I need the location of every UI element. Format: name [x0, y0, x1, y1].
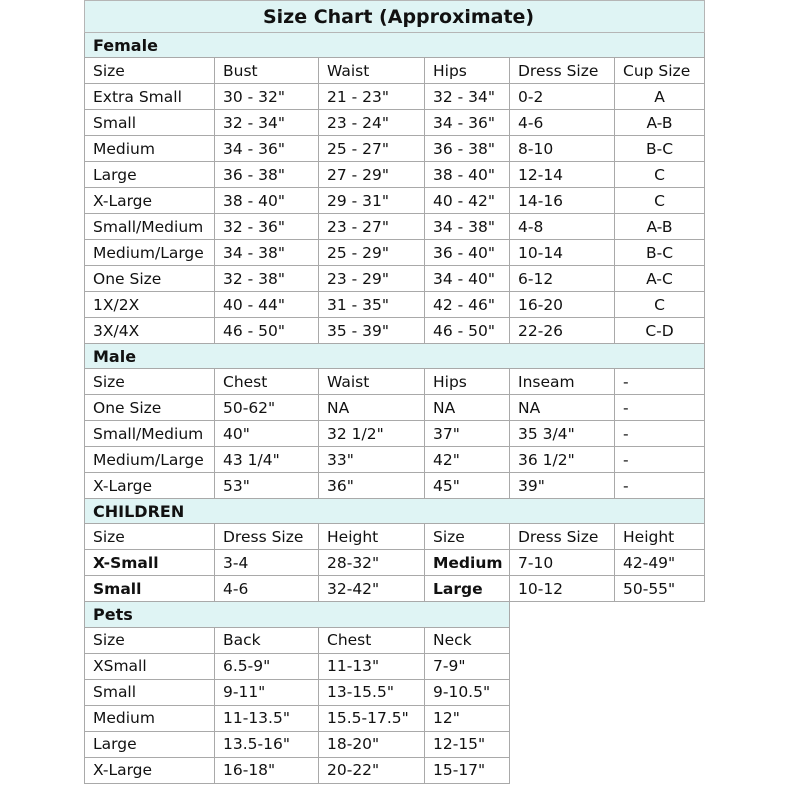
pets-table-row: [85, 705, 705, 731]
pets-cell: 11-13": [319, 653, 425, 679]
female-table-row: [85, 162, 705, 188]
blank-cell: [615, 757, 705, 783]
children-cell: Height: [319, 524, 425, 550]
size-chart-table: [84, 0, 705, 784]
blank-cell: [615, 705, 705, 731]
pets-cell: 12-15": [425, 731, 510, 757]
male-table-row: [85, 421, 705, 447]
male-cell: One Size: [85, 395, 215, 421]
pets-cell: X-Large: [85, 757, 215, 783]
female-cell: 42 - 46": [425, 292, 510, 318]
male-section-header: [85, 344, 705, 369]
female-cell: Cup Size: [615, 58, 705, 84]
female-cell: 34 - 40": [425, 266, 510, 292]
male-table-row: [85, 395, 705, 421]
female-table-row: [85, 110, 705, 136]
blank-cell: [615, 627, 705, 653]
female-cell: 23 - 29": [319, 266, 425, 292]
female-table-row: [85, 136, 705, 162]
male-cell: X-Large: [85, 473, 215, 499]
pets-cell: 13.5-16": [215, 731, 319, 757]
blank-cell: [510, 627, 615, 653]
size-chart-body: [85, 1, 705, 784]
male-cell: 42": [425, 447, 510, 473]
female-cell: 4-6: [510, 110, 615, 136]
female-cell: 31 - 35": [319, 292, 425, 318]
female-cell: A-B: [615, 110, 705, 136]
male-table-row: [85, 473, 705, 499]
male-cell: Hips: [425, 369, 510, 395]
female-cell: 34 - 36": [215, 136, 319, 162]
male-cell: 40": [215, 421, 319, 447]
female-cell: Medium: [85, 136, 215, 162]
pets-table-row: [85, 731, 705, 757]
title-row: [85, 1, 705, 33]
male-cell: Size: [85, 369, 215, 395]
male-cell: 43 1/4": [215, 447, 319, 473]
female-cell: 14-16: [510, 188, 615, 214]
female-cell: A: [615, 84, 705, 110]
female-cell: 35 - 39": [319, 318, 425, 344]
female-cell: Small: [85, 110, 215, 136]
children-cell: 42-49": [615, 550, 705, 576]
male-cell: -: [615, 395, 705, 421]
male-cell: Chest: [215, 369, 319, 395]
blank-cell: [615, 653, 705, 679]
pets-cell: Chest: [319, 627, 425, 653]
pets-cell: XSmall: [85, 653, 215, 679]
female-header-row: [85, 58, 705, 84]
pets-table-row: [85, 653, 705, 679]
male-cell: 36": [319, 473, 425, 499]
female-cell: 32 - 34": [425, 84, 510, 110]
male-cell: -: [615, 447, 705, 473]
male-cell: -: [615, 421, 705, 447]
chart-title: Size Chart (Approximate): [85, 1, 705, 33]
female-cell: 25 - 29": [319, 240, 425, 266]
female-cell: Dress Size: [510, 58, 615, 84]
male-table-row: [85, 447, 705, 473]
pets-cell: 12": [425, 705, 510, 731]
male-cell: 53": [215, 473, 319, 499]
children-cell: Small: [85, 576, 215, 602]
pets-header-row: [85, 627, 705, 653]
male-cell: Small/Medium: [85, 421, 215, 447]
size-chart: [84, 0, 704, 784]
female-cell: 23 - 27": [319, 214, 425, 240]
female-cell: 36 - 38": [215, 162, 319, 188]
pets-cell: Medium: [85, 705, 215, 731]
pets-cell: Size: [85, 627, 215, 653]
female-cell: Bust: [215, 58, 319, 84]
female-cell: 12-14: [510, 162, 615, 188]
female-table-row: [85, 266, 705, 292]
female-cell: 16-20: [510, 292, 615, 318]
female-cell: 34 - 36": [425, 110, 510, 136]
female-cell: 22-26: [510, 318, 615, 344]
female-cell: B-C: [615, 240, 705, 266]
pets-cell: 15.5-17.5": [319, 705, 425, 731]
female-cell: 46 - 50": [425, 318, 510, 344]
pets-cell: 9-10.5": [425, 679, 510, 705]
children-table-row: [85, 576, 705, 602]
pets-cell: 16-18": [215, 757, 319, 783]
male-cell: 45": [425, 473, 510, 499]
children-cell: 10-12: [510, 576, 615, 602]
children-cell: 3-4: [215, 550, 319, 576]
female-cell: 25 - 27": [319, 136, 425, 162]
female-cell: A-C: [615, 266, 705, 292]
female-cell: Hips: [425, 58, 510, 84]
male-cell: NA: [319, 395, 425, 421]
female-cell: 4-8: [510, 214, 615, 240]
pets-cell: Neck: [425, 627, 510, 653]
pets-cell: 13-15.5": [319, 679, 425, 705]
blank-cell: [510, 705, 615, 731]
female-cell: 3X/4X: [85, 318, 215, 344]
pets-cell: Small: [85, 679, 215, 705]
female-cell: 21 - 23": [319, 84, 425, 110]
female-table-row: [85, 214, 705, 240]
blank-cell: [510, 602, 705, 628]
children-section-header: [85, 499, 705, 524]
female-table-row: [85, 188, 705, 214]
female-cell: A-B: [615, 214, 705, 240]
female-cell: 27 - 29": [319, 162, 425, 188]
pets-section-header: [85, 602, 705, 628]
children-cell: Dress Size: [215, 524, 319, 550]
children-cell: Large: [425, 576, 510, 602]
female-cell: C: [615, 292, 705, 318]
female-cell: 8-10: [510, 136, 615, 162]
female-cell: C: [615, 162, 705, 188]
female-cell: 40 - 44": [215, 292, 319, 318]
pets-table-row: [85, 757, 705, 783]
blank-cell: [510, 653, 615, 679]
children-cell: 28-32": [319, 550, 425, 576]
pets-cell: 18-20": [319, 731, 425, 757]
male-header-row: [85, 369, 705, 395]
female-cell: 1X/2X: [85, 292, 215, 318]
female-cell: 23 - 24": [319, 110, 425, 136]
female-cell: 34 - 38": [215, 240, 319, 266]
children-cell: X-Small: [85, 550, 215, 576]
children-cell: 7-10: [510, 550, 615, 576]
male-cell: 37": [425, 421, 510, 447]
children-cell: Dress Size: [510, 524, 615, 550]
children-cell: 32-42": [319, 576, 425, 602]
children-cell: Size: [425, 524, 510, 550]
female-cell: Small/Medium: [85, 214, 215, 240]
female-cell: Large: [85, 162, 215, 188]
female-cell: Waist: [319, 58, 425, 84]
male-cell: 33": [319, 447, 425, 473]
female-cell: 46 - 50": [215, 318, 319, 344]
pets-cell: 9-11": [215, 679, 319, 705]
female-cell: 32 - 38": [215, 266, 319, 292]
female-cell: Extra Small: [85, 84, 215, 110]
children-cell: Height: [615, 524, 705, 550]
female-section-title: Female: [85, 33, 705, 58]
blank-cell: [510, 679, 615, 705]
children-table-row: [85, 550, 705, 576]
female-cell: 32 - 36": [215, 214, 319, 240]
blank-cell: [615, 731, 705, 757]
female-cell: 10-14: [510, 240, 615, 266]
male-cell: 32 1/2": [319, 421, 425, 447]
blank-cell: [615, 679, 705, 705]
female-table-row: [85, 292, 705, 318]
female-table-row: [85, 84, 705, 110]
children-header-row: [85, 524, 705, 550]
female-cell: Medium/Large: [85, 240, 215, 266]
pets-cell: 20-22": [319, 757, 425, 783]
female-cell: 6-12: [510, 266, 615, 292]
pets-cell: Large: [85, 731, 215, 757]
female-cell: 32 - 34": [215, 110, 319, 136]
male-cell: 39": [510, 473, 615, 499]
female-table-row: [85, 240, 705, 266]
children-cell: Medium: [425, 550, 510, 576]
male-cell: 35 3/4": [510, 421, 615, 447]
female-cell: C: [615, 188, 705, 214]
blank-cell: [510, 757, 615, 783]
female-cell: C-D: [615, 318, 705, 344]
female-cell: 36 - 38": [425, 136, 510, 162]
female-cell: 38 - 40": [425, 162, 510, 188]
male-section-title: Male: [85, 344, 705, 369]
male-cell: -: [615, 473, 705, 499]
children-section-title: CHILDREN: [85, 499, 705, 524]
male-cell: Medium/Large: [85, 447, 215, 473]
female-cell: 0-2: [510, 84, 615, 110]
male-cell: Inseam: [510, 369, 615, 395]
pets-cell: 7-9": [425, 653, 510, 679]
female-table-row: [85, 318, 705, 344]
female-cell: 36 - 40": [425, 240, 510, 266]
male-cell: 36 1/2": [510, 447, 615, 473]
male-cell: NA: [510, 395, 615, 421]
male-cell: Waist: [319, 369, 425, 395]
children-cell: Size: [85, 524, 215, 550]
female-cell: 29 - 31": [319, 188, 425, 214]
female-cell: X-Large: [85, 188, 215, 214]
pets-cell: 6.5-9": [215, 653, 319, 679]
male-cell: -: [615, 369, 705, 395]
female-section-header: [85, 33, 705, 58]
female-cell: One Size: [85, 266, 215, 292]
male-cell: NA: [425, 395, 510, 421]
children-cell: 4-6: [215, 576, 319, 602]
blank-cell: [510, 731, 615, 757]
children-cell: 50-55": [615, 576, 705, 602]
pets-table-row: [85, 679, 705, 705]
pets-cell: 15-17": [425, 757, 510, 783]
pets-cell: 11-13.5": [215, 705, 319, 731]
female-cell: 34 - 38": [425, 214, 510, 240]
male-cell: 50-62": [215, 395, 319, 421]
female-cell: B-C: [615, 136, 705, 162]
female-cell: Size: [85, 58, 215, 84]
pets-section-title: Pets: [85, 602, 510, 628]
female-cell: 40 - 42": [425, 188, 510, 214]
female-cell: 30 - 32": [215, 84, 319, 110]
pets-cell: Back: [215, 627, 319, 653]
female-cell: 38 - 40": [215, 188, 319, 214]
